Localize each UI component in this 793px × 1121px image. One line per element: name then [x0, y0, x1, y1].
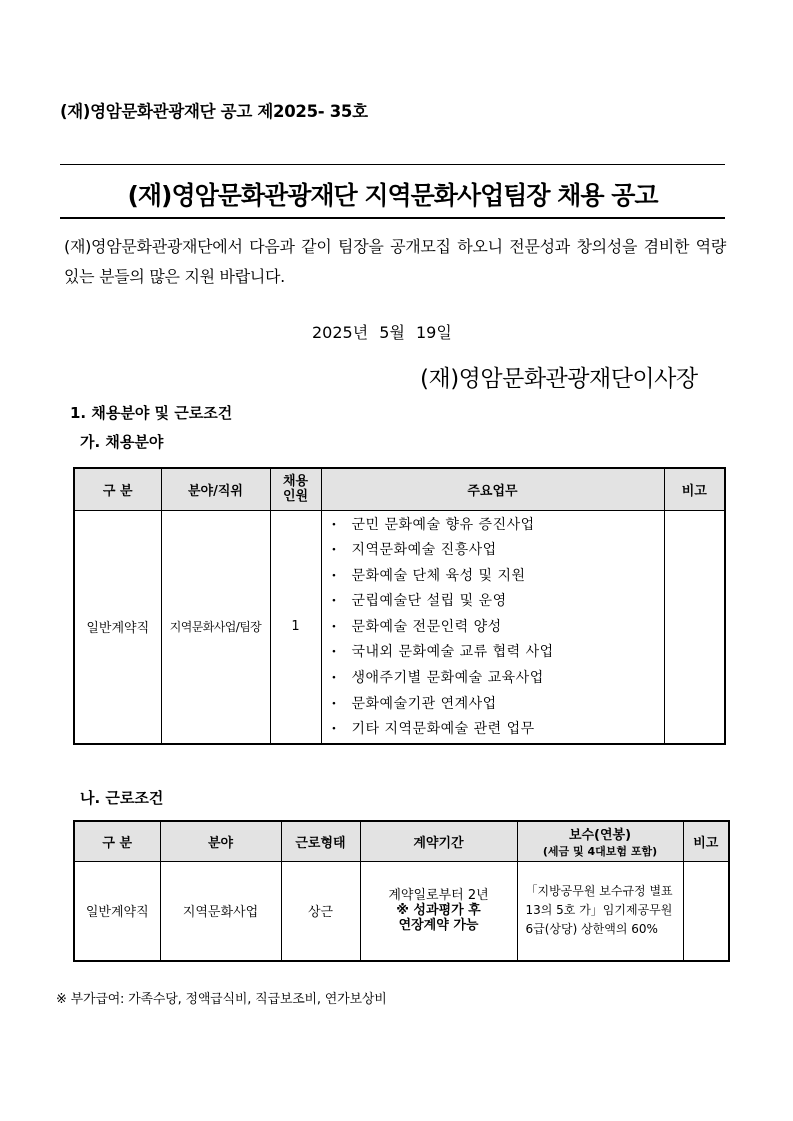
table-header-row [74, 821, 729, 861]
footnote: ※ 부가급여: 가족수당, 정액급식비, 직급보조비, 연가보상비 [56, 992, 387, 1007]
header-pay-sub: (세금 및 4대보험 포함) [542, 844, 658, 858]
period-line-3: 연장계약 가능 [398, 918, 479, 934]
table-row [74, 861, 729, 961]
cell-note [683, 861, 729, 961]
table-row [74, 510, 725, 744]
cell-category: 일반계약직 [74, 861, 160, 961]
issuer-name: (재)영암문화관광재단이사장 [420, 366, 698, 392]
header-work-type: 근로형태 [281, 821, 360, 861]
section-1-title: 1. 채용분야 및 근로조건 [70, 404, 233, 422]
cell-field: 지역문화사업 [160, 861, 281, 961]
duties-list [332, 513, 664, 743]
header-category: 구 분 [74, 468, 161, 510]
cell-count: 1 [270, 510, 321, 744]
table-header-row [74, 468, 725, 510]
header-period: 계약기간 [360, 821, 517, 861]
subsection-a-title: 가. 채용분야 [80, 433, 164, 451]
cell-position: 지역문화사업/팀장 [161, 510, 270, 744]
list-item: · 군립예술단 설립 및 운영 [332, 589, 664, 615]
notice-date: 2025년 5월 19일 [312, 323, 452, 342]
recruitment-field-table [73, 467, 726, 745]
header-pay-main: 보수(연봉) [568, 827, 632, 843]
list-item: · 문화예술기관 연계사업 [332, 692, 664, 718]
page-title: (재)영암문화관광재단 지역문화사업팀장 채용 공고 [127, 181, 658, 210]
list-item: · 군민 문화예술 향유 증진사업 [332, 513, 664, 539]
title-bottom-rule [60, 217, 725, 219]
working-conditions-table [73, 820, 730, 962]
notice-number: (재)영암문화관광재단 공고 제2025- 35호 [60, 102, 368, 121]
header-duties: 주요업무 [321, 468, 664, 510]
header-count: 채용 인원 [270, 468, 321, 510]
cell-note [664, 510, 725, 744]
intro-paragraph: (재)영암문화관광재단에서 다음과 같이 팀장을 공개모집 하오니 전문성과 창의성을 겸비한 역량 있는 분들의 많은 지원 바랍니다. [64, 237, 726, 286]
header-category: 구 분 [74, 821, 160, 861]
cell-work-type: 상근 [281, 861, 360, 961]
list-item: · 문화예술 전문인력 양성 [332, 615, 664, 641]
list-item: · 생애주기별 문화예술 교육사업 [332, 666, 664, 692]
period-line-1: 계약일로부터 2년 [388, 888, 489, 904]
cell-category: 일반계약직 [74, 510, 161, 744]
cell-pay: 「지방공무원 보수규정 별표13의 5호 가」임기제공무원 6급(상당) 상한액의 60% [517, 861, 683, 961]
list-item: · 지역문화예술 진흥사업 [332, 538, 664, 564]
header-field: 분야 [160, 821, 281, 861]
list-item: · 국내외 문화예술 교류 협력 사업 [332, 640, 664, 666]
header-note: 비고 [664, 468, 725, 510]
list-item: · 기타 지역문화예술 관련 업무 [332, 717, 664, 743]
cell-period [360, 861, 517, 961]
header-note: 비고 [683, 821, 729, 861]
subsection-b-title: 나. 근로조건 [80, 789, 164, 807]
cell-duties [321, 510, 664, 744]
period-line-2: ※ 성과평가 후 [396, 903, 481, 919]
header-position: 분야/직위 [161, 468, 270, 510]
title-top-rule [60, 164, 725, 165]
list-item: · 문화예술 단체 육성 및 지원 [332, 564, 664, 590]
header-pay [517, 821, 683, 861]
